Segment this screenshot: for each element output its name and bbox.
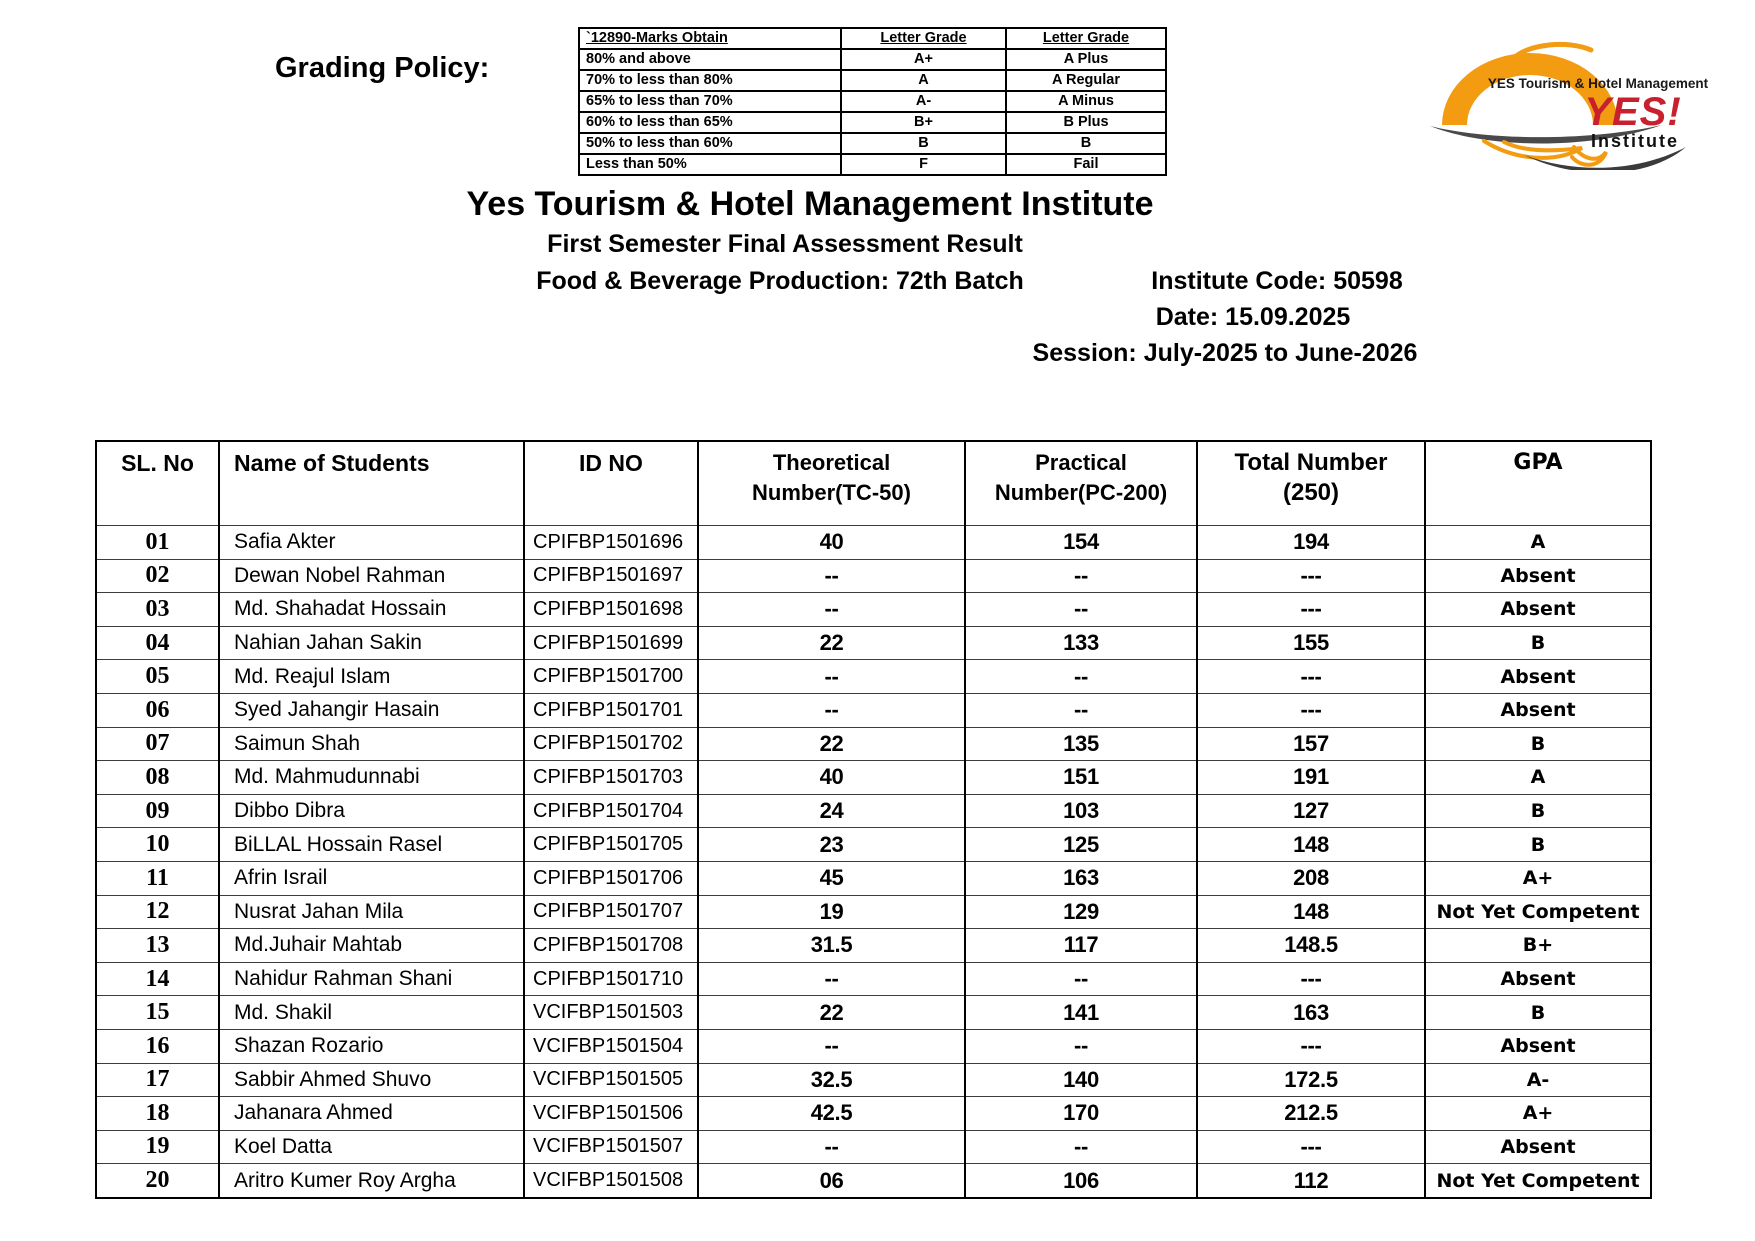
page-subtitle-assessment: First Semester Final Assessment Result	[547, 230, 1023, 258]
date-line: Date: 15.09.2025	[1155, 303, 1351, 331]
cell-sl-no: 19	[96, 1130, 219, 1164]
cell-student-name: Md. Reajul Islam	[219, 660, 524, 694]
cell-sl-no: 18	[96, 1097, 219, 1131]
cell-practical-number: --	[965, 1029, 1197, 1063]
cell-practical-number: 151	[965, 761, 1197, 795]
cell-practical-number: 154	[965, 526, 1197, 560]
grading-cell-range: 65% to less than 70%	[579, 91, 841, 112]
cell-total-number: ---	[1197, 962, 1425, 996]
table-row	[96, 526, 1651, 560]
cell-sl-no: 06	[96, 693, 219, 727]
cell-id-no: VCIFBP1501507	[524, 1130, 698, 1164]
logo-text-yes: YES!	[1584, 90, 1682, 134]
cell-practical-number: 163	[965, 861, 1197, 895]
cell-sl-no: 05	[96, 660, 219, 694]
cell-practical-number: --	[965, 559, 1197, 593]
table-row	[96, 1130, 1651, 1164]
grading-cell-grade-name: B	[1006, 133, 1166, 154]
cell-student-name: Safia Akter	[219, 526, 524, 560]
grading-header-letter-grade: Letter Grade	[880, 30, 967, 46]
cell-id-no: CPIFBP1501706	[524, 861, 698, 895]
cell-theoretical-number: 06	[698, 1164, 965, 1198]
cell-student-name: Afrin Israil	[219, 861, 524, 895]
cell-total-number: ---	[1197, 1029, 1425, 1063]
grading-cell-range: 50% to less than 60%	[579, 133, 841, 154]
grading-policy-header-row	[579, 28, 1166, 49]
cell-theoretical-number: 22	[698, 996, 965, 1030]
cell-sl-no: 04	[96, 626, 219, 660]
grading-header-letter-grade-2: Letter Grade	[1042, 30, 1130, 46]
grading-policy-row	[579, 112, 1166, 133]
cell-sl-no: 16	[96, 1029, 219, 1063]
grading-cell-range: 60% to less than 65%	[579, 112, 841, 133]
cell-gpa: Absent	[1425, 693, 1651, 727]
cell-practical-number: --	[965, 962, 1197, 996]
cell-gpa: Not Yet Competent	[1425, 895, 1651, 929]
cell-practical-number: 170	[965, 1097, 1197, 1131]
cell-sl-no: 15	[96, 996, 219, 1030]
cell-total-number: 172.5	[1197, 1063, 1425, 1097]
cell-sl-no: 14	[96, 962, 219, 996]
cell-id-no: CPIFBP1501696	[524, 526, 698, 560]
grading-policy-row	[579, 133, 1166, 154]
cell-sl-no: 12	[96, 895, 219, 929]
table-row	[96, 1029, 1651, 1063]
cell-student-name: Md. Shahadat Hossain	[219, 593, 524, 627]
logo-ribbon-swoosh	[1484, 141, 1582, 158]
header-practical-line2: Number(PC-200)	[994, 480, 1168, 505]
cell-total-number: 208	[1197, 861, 1425, 895]
cell-id-no: CPIFBP1501700	[524, 660, 698, 694]
header-gpa: GPA	[1425, 441, 1651, 526]
cell-gpa: Absent	[1425, 1130, 1651, 1164]
cell-gpa: Absent	[1425, 593, 1651, 627]
logo-text-line1: YES Tourism & Hotel Management	[1487, 76, 1709, 91]
table-row	[96, 727, 1651, 761]
header-theoretical-number	[698, 441, 965, 526]
cell-theoretical-number: --	[698, 1130, 965, 1164]
cell-gpa: Absent	[1425, 962, 1651, 996]
cell-sl-no: 11	[96, 861, 219, 895]
grading-cell-grade-name: A Plus	[1006, 49, 1166, 70]
cell-theoretical-number: 24	[698, 794, 965, 828]
cell-id-no: CPIFBP1501699	[524, 626, 698, 660]
session-line: Session: July-2025 to June-2026	[1032, 339, 1418, 367]
cell-gpa: Absent	[1425, 1029, 1651, 1063]
results-header-row	[96, 441, 1651, 526]
cell-student-name: Md. Mahmudunnabi	[219, 761, 524, 795]
table-row	[96, 828, 1651, 862]
cell-sl-no: 07	[96, 727, 219, 761]
grading-cell-range: 70% to less than 80%	[579, 70, 841, 91]
results-table	[95, 440, 1652, 1199]
results-table-header	[96, 441, 1651, 526]
cell-total-number: 148	[1197, 895, 1425, 929]
cell-gpa: A+	[1425, 861, 1651, 895]
cell-gpa: B	[1425, 996, 1651, 1030]
cell-theoretical-number: --	[698, 693, 965, 727]
table-row	[96, 660, 1651, 694]
cell-student-name: Nahidur Rahman Shani	[219, 962, 524, 996]
cell-practical-number: --	[965, 1130, 1197, 1164]
cell-id-no: CPIFBP1501708	[524, 929, 698, 963]
table-row	[96, 996, 1651, 1030]
cell-student-name: Md. Shakil	[219, 996, 524, 1030]
cell-id-no: VCIFBP1501505	[524, 1063, 698, 1097]
header-total-line2: (250)	[1282, 479, 1340, 506]
cell-student-name: Md.Juhair Mahtab	[219, 929, 524, 963]
cell-id-no: VCIFBP1501506	[524, 1097, 698, 1131]
cell-student-name: Aritro Kumer Roy Argha	[219, 1164, 524, 1198]
cell-gpa: A+	[1425, 1097, 1651, 1131]
cell-practical-number: 125	[965, 828, 1197, 862]
cell-student-name: Sabbir Ahmed Shuvo	[219, 1063, 524, 1097]
cell-practical-number: 141	[965, 996, 1197, 1030]
grading-cell-grade-name: B Plus	[1006, 112, 1166, 133]
table-row	[96, 1097, 1651, 1131]
grading-policy-row	[579, 49, 1166, 70]
cell-id-no: CPIFBP1501704	[524, 794, 698, 828]
cell-gpa: B	[1425, 626, 1651, 660]
table-row	[96, 559, 1651, 593]
cell-theoretical-number: 23	[698, 828, 965, 862]
institute-logo	[1428, 28, 1720, 170]
grading-cell-letter: A-	[841, 91, 1006, 112]
page-subtitle-batch: Food & Beverage Production: 72th Batch	[536, 267, 1024, 295]
cell-id-no: CPIFBP1501701	[524, 693, 698, 727]
cell-theoretical-number: 40	[698, 761, 965, 795]
grading-cell-letter: A+	[841, 49, 1006, 70]
cell-student-name: Dewan Nobel Rahman	[219, 559, 524, 593]
cell-total-number: 157	[1197, 727, 1425, 761]
header-total-number	[1197, 441, 1425, 526]
cell-practical-number: 117	[965, 929, 1197, 963]
cell-practical-number: --	[965, 593, 1197, 627]
grading-cell-grade-name: Fail	[1006, 154, 1166, 175]
cell-student-name: Syed Jahangir Hasain	[219, 693, 524, 727]
cell-gpa: A	[1425, 761, 1651, 795]
cell-theoretical-number: --	[698, 1029, 965, 1063]
cell-theoretical-number: 45	[698, 861, 965, 895]
cell-theoretical-number: 31.5	[698, 929, 965, 963]
cell-total-number: 194	[1197, 526, 1425, 560]
grading-cell-range: Less than 50%	[579, 154, 841, 175]
cell-gpa: B	[1425, 828, 1651, 862]
header-id-no: ID NO	[524, 441, 698, 526]
table-row	[96, 794, 1651, 828]
cell-id-no: CPIFBP1501703	[524, 761, 698, 795]
cell-gpa: B+	[1425, 929, 1651, 963]
cell-theoretical-number: 22	[698, 727, 965, 761]
cell-total-number: 155	[1197, 626, 1425, 660]
cell-theoretical-number: 40	[698, 526, 965, 560]
cell-theoretical-number: --	[698, 660, 965, 694]
cell-gpa: Not Yet Competent	[1425, 1164, 1651, 1198]
grading-policy-table	[578, 27, 1167, 176]
cell-student-name: Shazan Rozario	[219, 1029, 524, 1063]
cell-total-number: ---	[1197, 693, 1425, 727]
cell-total-number: 148.5	[1197, 929, 1425, 963]
grading-policy-label: Grading Policy:	[275, 52, 490, 84]
results-table-body	[96, 526, 1651, 1198]
cell-practical-number: --	[965, 693, 1197, 727]
table-row	[96, 895, 1651, 929]
cell-id-no: CPIFBP1501705	[524, 828, 698, 862]
header-theoretical-line1: Theoretical	[772, 450, 891, 475]
cell-student-name: Dibbo Dibra	[219, 794, 524, 828]
cell-sl-no: 10	[96, 828, 219, 862]
cell-practical-number: 129	[965, 895, 1197, 929]
cell-id-no: VCIFBP1501508	[524, 1164, 698, 1198]
cell-theoretical-number: --	[698, 962, 965, 996]
cell-gpa: A-	[1425, 1063, 1651, 1097]
grading-cell-letter: B+	[841, 112, 1006, 133]
table-row	[96, 861, 1651, 895]
cell-theoretical-number: 42.5	[698, 1097, 965, 1131]
grading-cell-grade-name: A Regular	[1006, 70, 1166, 91]
cell-student-name: Koel Datta	[219, 1130, 524, 1164]
cell-sl-no: 01	[96, 526, 219, 560]
cell-practical-number: 135	[965, 727, 1197, 761]
cell-practical-number: 103	[965, 794, 1197, 828]
cell-practical-number: --	[965, 660, 1197, 694]
cell-sl-no: 03	[96, 593, 219, 627]
cell-total-number: 191	[1197, 761, 1425, 795]
grading-policy-row	[579, 91, 1166, 112]
table-row	[96, 593, 1651, 627]
cell-theoretical-number: 32.5	[698, 1063, 965, 1097]
grading-cell-letter: B	[841, 133, 1006, 154]
cell-gpa: Absent	[1425, 559, 1651, 593]
cell-gpa: B	[1425, 727, 1651, 761]
cell-id-no: CPIFBP1501697	[524, 559, 698, 593]
cell-sl-no: 02	[96, 559, 219, 593]
cell-student-name: Jahanara Ahmed	[219, 1097, 524, 1131]
cell-id-no: CPIFBP1501710	[524, 962, 698, 996]
grading-policy-row	[579, 70, 1166, 91]
cell-theoretical-number: 19	[698, 895, 965, 929]
cell-total-number: 127	[1197, 794, 1425, 828]
cell-total-number: 148	[1197, 828, 1425, 862]
institute-code-line: Institute Code: 50598	[1151, 267, 1403, 295]
cell-theoretical-number: 22	[698, 626, 965, 660]
cell-student-name: BiLLAL Hossain Rasel	[219, 828, 524, 862]
logo-text-institute: Institute	[1591, 131, 1679, 151]
cell-id-no: CPIFBP1501698	[524, 593, 698, 627]
cell-student-name: Saimun Shah	[219, 727, 524, 761]
header-theoretical-line2: Number(TC-50)	[752, 480, 911, 505]
cell-practical-number: 140	[965, 1063, 1197, 1097]
cell-practical-number: 133	[965, 626, 1197, 660]
table-row	[96, 761, 1651, 795]
grading-policy-row	[579, 154, 1166, 175]
grading-cell-letter: A	[841, 70, 1006, 91]
cell-sl-no: 17	[96, 1063, 219, 1097]
page-title: Yes Tourism & Hotel Management Institute	[466, 185, 1154, 223]
grading-policy-body	[579, 28, 1166, 175]
cell-total-number: 212.5	[1197, 1097, 1425, 1131]
cell-sl-no: 08	[96, 761, 219, 795]
cell-total-number: ---	[1197, 593, 1425, 627]
table-row	[96, 693, 1651, 727]
table-row	[96, 929, 1651, 963]
cell-gpa: B	[1425, 794, 1651, 828]
table-row	[96, 626, 1651, 660]
cell-sl-no: 09	[96, 794, 219, 828]
header-sl-no: SL. No	[96, 441, 219, 526]
grading-cell-grade-name: A Minus	[1006, 91, 1166, 112]
header-practical-number	[965, 441, 1197, 526]
cell-total-number: 112	[1197, 1164, 1425, 1198]
cell-student-name: Nusrat Jahan Mila	[219, 895, 524, 929]
cell-total-number: ---	[1197, 1130, 1425, 1164]
grading-cell-range: 80% and above	[579, 49, 841, 70]
cell-id-no: VCIFBP1501504	[524, 1029, 698, 1063]
table-row	[96, 1063, 1651, 1097]
cell-sl-no: 20	[96, 1164, 219, 1198]
cell-total-number: ---	[1197, 660, 1425, 694]
header-practical-line1: Practical	[1035, 450, 1127, 475]
cell-theoretical-number: --	[698, 559, 965, 593]
grading-cell-letter: F	[841, 154, 1006, 175]
table-row	[96, 962, 1651, 996]
cell-id-no: CPIFBP1501707	[524, 895, 698, 929]
cell-total-number: ---	[1197, 559, 1425, 593]
cell-id-no: CPIFBP1501702	[524, 727, 698, 761]
header-total-line1: Total Number	[1234, 449, 1388, 476]
cell-sl-no: 13	[96, 929, 219, 963]
grading-header-marks: `12890-Marks Obtain	[586, 30, 728, 46]
header-student-name: Name of Students	[219, 441, 524, 526]
cell-gpa: A	[1425, 526, 1651, 560]
cell-student-name: Nahian Jahan Sakin	[219, 626, 524, 660]
cell-practical-number: 106	[965, 1164, 1197, 1198]
table-row	[96, 1164, 1651, 1198]
cell-theoretical-number: --	[698, 593, 965, 627]
cell-total-number: 163	[1197, 996, 1425, 1030]
cell-gpa: Absent	[1425, 660, 1651, 694]
cell-id-no: VCIFBP1501503	[524, 996, 698, 1030]
